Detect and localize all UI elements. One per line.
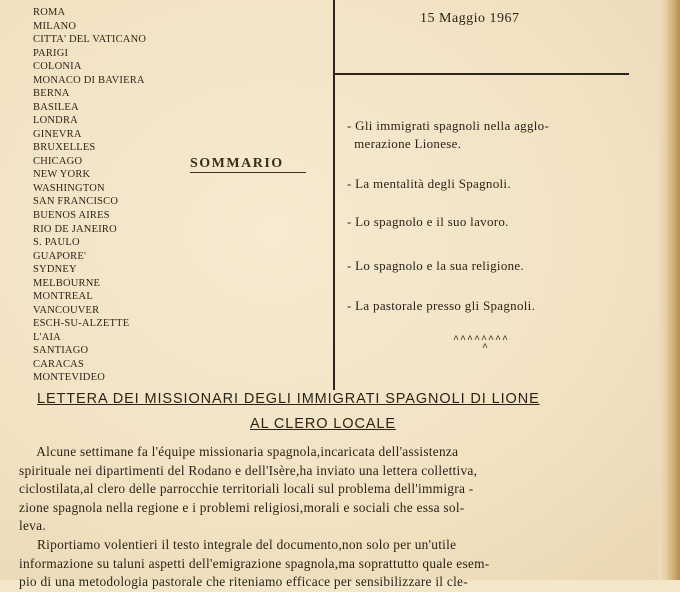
city-item: PARIGI bbox=[33, 47, 69, 59]
article-title-line2: AL CLERO LOCALE bbox=[250, 416, 396, 432]
ornament-caret: ^ bbox=[482, 343, 489, 354]
city-item: ESCH-SU-ALZETTE bbox=[33, 318, 130, 330]
summary-item bbox=[347, 297, 637, 315]
page-edge bbox=[658, 0, 680, 580]
city-item: MILANO bbox=[33, 20, 77, 32]
paragraph-line: ciclostilata,al clero delle parrocchie territoriali locali sul problema dell'immigra - bbox=[19, 481, 474, 497]
article-paragraph-2 bbox=[19, 536, 631, 592]
article-paragraph-1 bbox=[19, 443, 631, 536]
city-item: BERNA bbox=[33, 88, 70, 100]
paragraph-line: leva. bbox=[19, 518, 46, 534]
city-item: RIO DE JANEIRO bbox=[33, 223, 117, 235]
summary-item bbox=[347, 175, 637, 193]
issue-date: 15 Maggio 1967 bbox=[420, 11, 520, 26]
city-item: VANCOUVER bbox=[33, 304, 100, 316]
city-item: CHICAGO bbox=[33, 155, 83, 167]
paragraph-line: informazione su taluni aspetti dell'emigrazione spagnola,ma soprattutto quale esem- bbox=[19, 555, 490, 571]
city-item: SANTIAGO bbox=[33, 345, 89, 357]
city-item: GUAPORE' bbox=[33, 250, 87, 262]
summary-item-line: - Gli immigrati spagnoli nella agglo- bbox=[347, 118, 550, 133]
summary-item-line: - La mentalità degli Spagnoli. bbox=[347, 176, 511, 191]
paragraph-line: zione spagnola nella regione e i problemi religiosi,morali e sociali che essa sol- bbox=[19, 499, 465, 515]
city-item: WASHINGTON bbox=[33, 182, 105, 194]
ornament-dashes: ^^^^^^^^ bbox=[453, 335, 510, 346]
paragraph-line: pio di una metodologia pastorale che riteniamo efficace per sensibilizzare il cle- bbox=[19, 574, 468, 590]
paragraph-line: Riportiamo volentieri il testo integrale del documento,non solo per un'utile bbox=[19, 537, 457, 552]
city-item: MONACO DI BAVIERA bbox=[33, 74, 145, 86]
summary-item-line: - La pastorale presso gli Spagnoli. bbox=[347, 298, 536, 313]
city-item: SAN FRANCISCO bbox=[33, 196, 119, 208]
summary-item bbox=[347, 117, 637, 153]
city-item: COLONIA bbox=[33, 61, 82, 73]
vertical-divider bbox=[333, 0, 335, 390]
city-item: SYDNEY bbox=[33, 264, 77, 276]
city-item: CITTA' DEL VATICANO bbox=[33, 34, 147, 46]
city-item: BUENOS AIRES bbox=[33, 209, 110, 221]
city-item: NEW YORK bbox=[33, 169, 91, 181]
paragraph-line: Alcune settimane fa l'équipe missionaria spagnola,incaricata dell'assistenza bbox=[19, 444, 459, 459]
article-title-line1: LETTERA DEI MISSIONARI DEGLI IMMIGRATI SPAGNOLI DI LIONE bbox=[37, 391, 540, 407]
city-item: S. PAULO bbox=[33, 237, 80, 249]
city-item: GINEVRA bbox=[33, 128, 82, 140]
city-item: CARACAS bbox=[33, 358, 84, 370]
horizontal-divider bbox=[333, 73, 629, 75]
city-item: BRUXELLES bbox=[33, 142, 96, 154]
paragraph-line: spirituale nei dipartimenti del Rodano e dell'Isère,ha inviato una lettera collettiva, bbox=[19, 462, 478, 478]
city-item: ROMA bbox=[33, 7, 66, 18]
city-list bbox=[33, 6, 203, 385]
sommario-heading: SOMMARIO bbox=[190, 156, 284, 171]
city-item: LONDRA bbox=[33, 115, 78, 127]
city-item: BASILEA bbox=[33, 101, 79, 113]
sommario-underline bbox=[190, 172, 306, 173]
summary-item-line: - Lo spagnolo e la sua religione. bbox=[347, 258, 525, 273]
summary-item bbox=[347, 257, 637, 275]
summary-item bbox=[347, 213, 637, 231]
summary-item-line: - Lo spagnolo e il suo lavoro. bbox=[347, 214, 509, 229]
city-item: MONTREAL bbox=[33, 291, 93, 303]
city-item: MELBOURNE bbox=[33, 277, 101, 289]
summary-item-line: merazione Lionese. bbox=[347, 136, 462, 151]
city-item: MONTEVIDEO bbox=[33, 372, 105, 384]
city-item: L'AIA bbox=[33, 331, 61, 343]
